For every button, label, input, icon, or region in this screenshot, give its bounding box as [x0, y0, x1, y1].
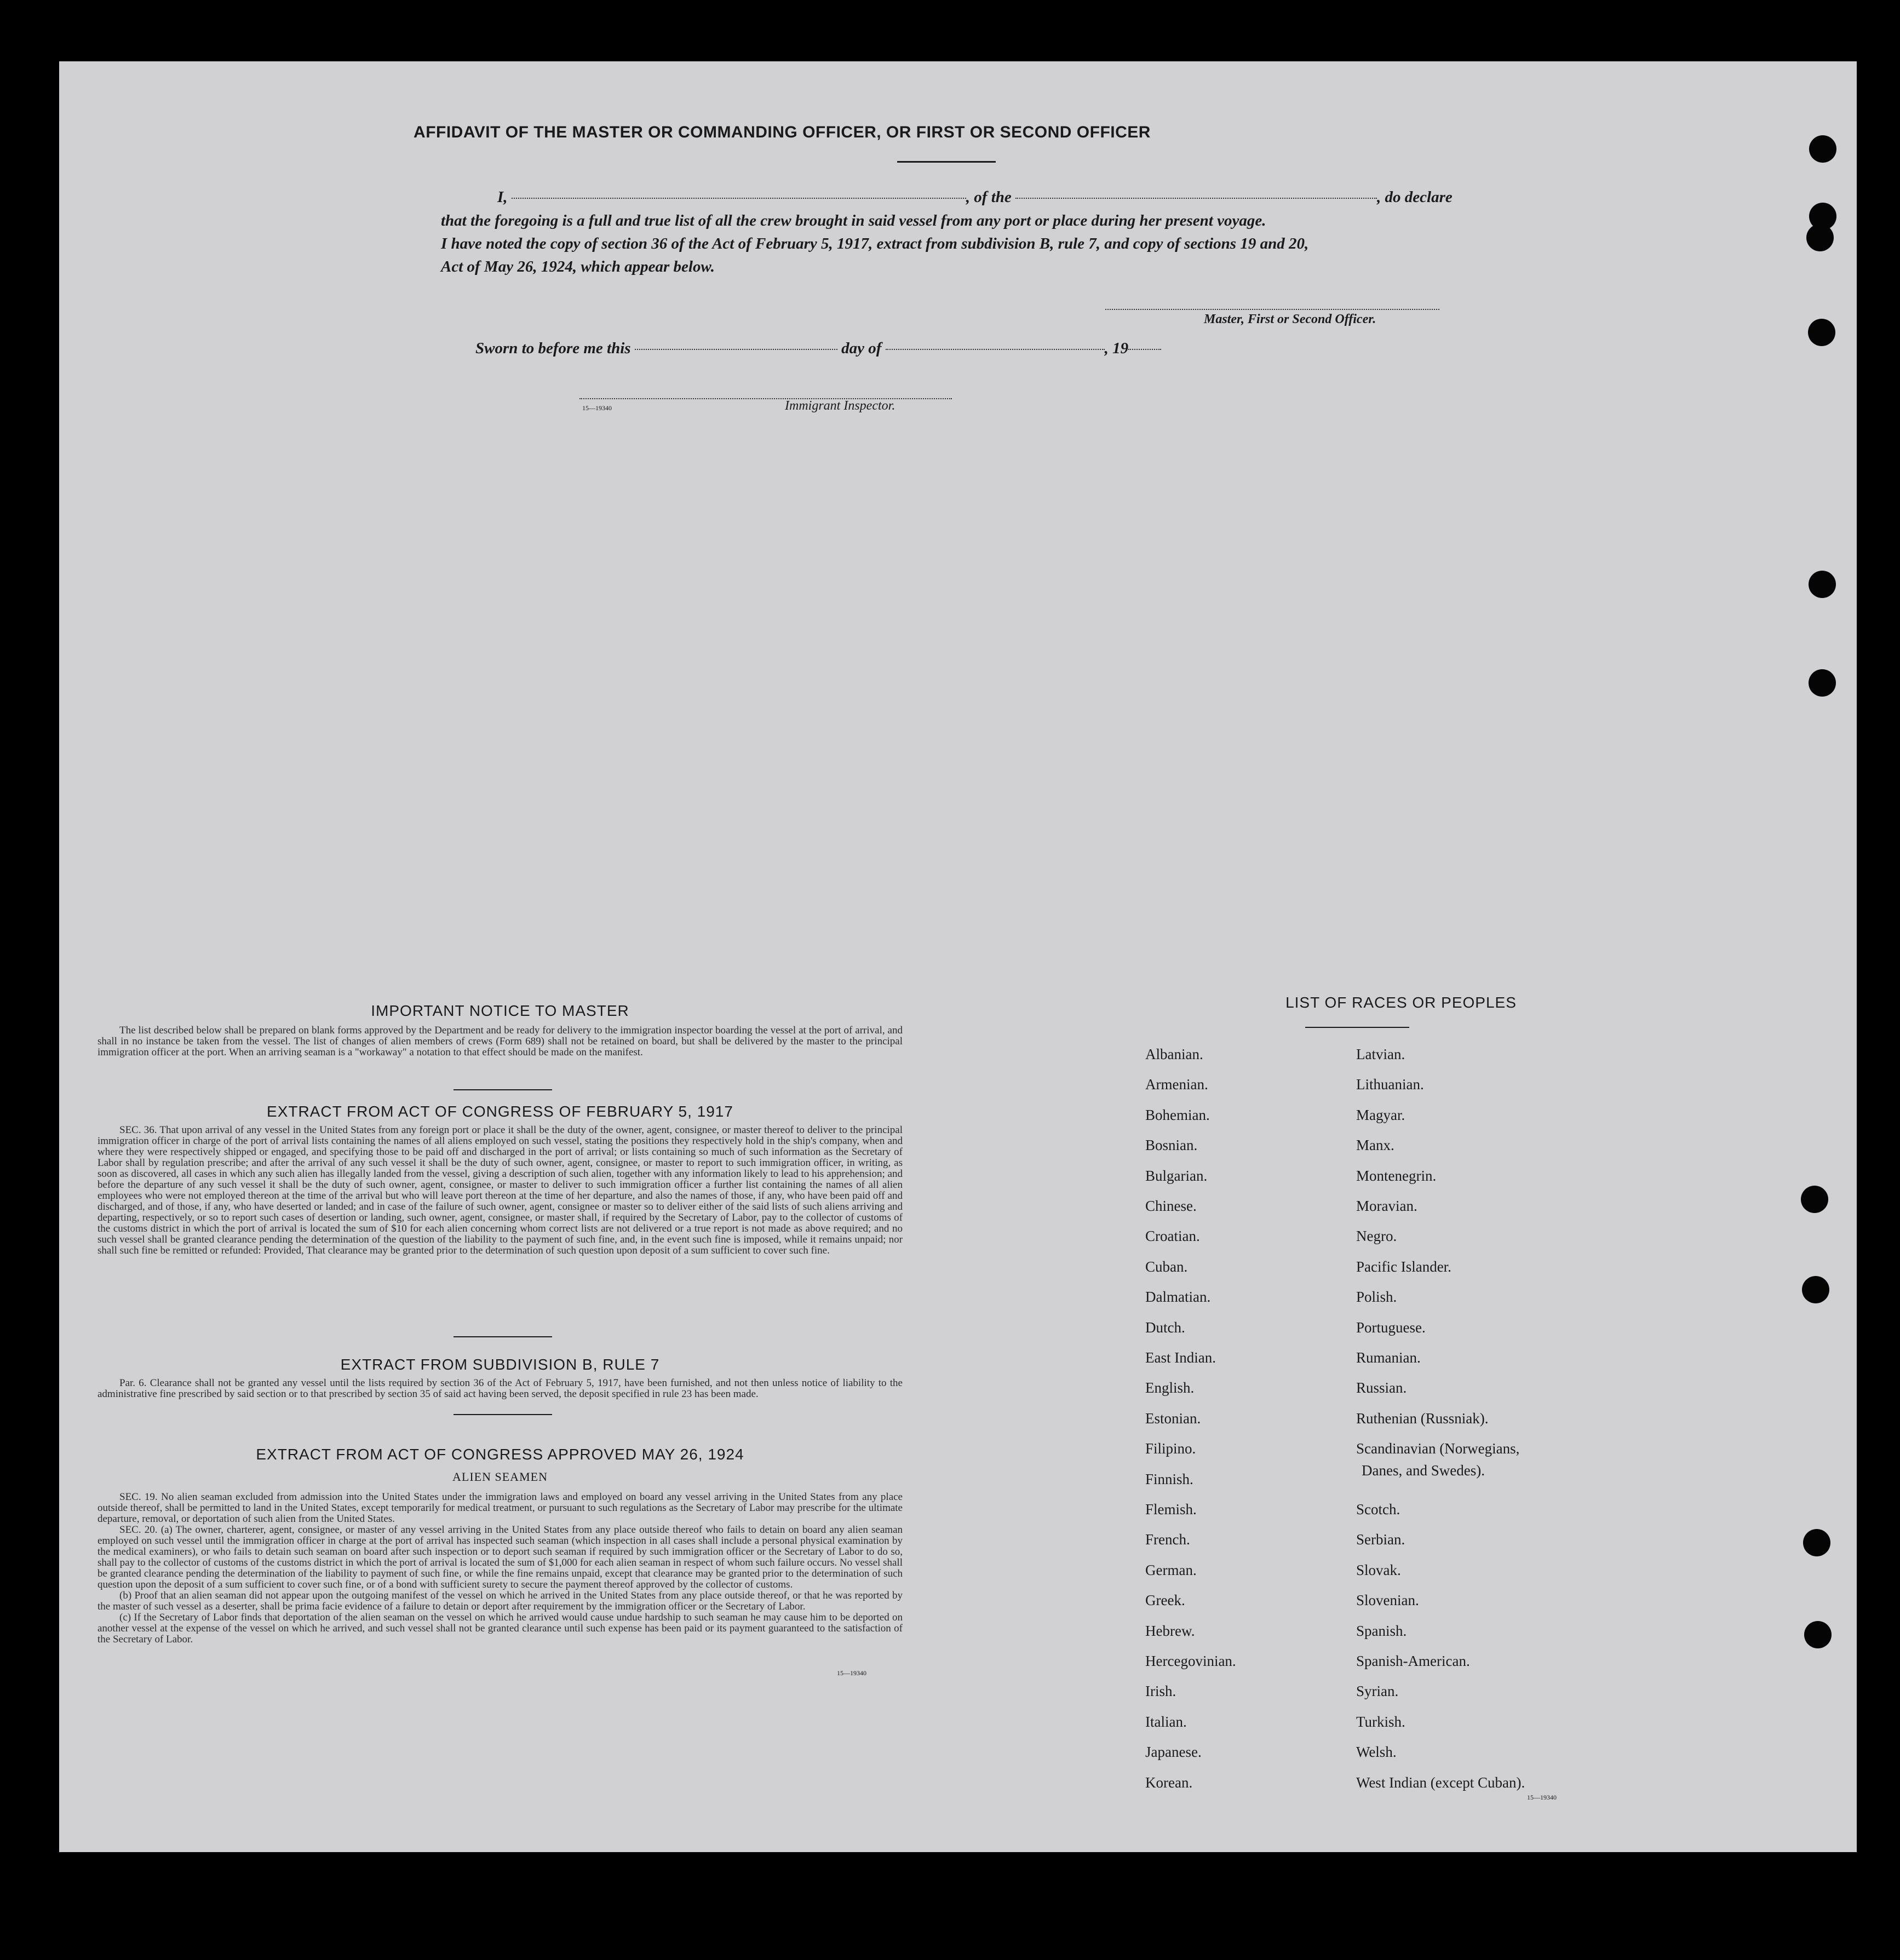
affidavit-line-1 — [497, 188, 1453, 206]
divider — [454, 1336, 552, 1337]
race-item: Slovenian. — [1356, 1592, 1419, 1609]
race-item: Polish. — [1356, 1289, 1397, 1306]
race-continuation: Danes, and Swedes). — [1362, 1462, 1485, 1479]
punch-hole — [1809, 669, 1836, 697]
extract-1924-title: EXTRACT FROM ACT OF CONGRESS APPROVED MAY 26, 1924 — [256, 1446, 744, 1463]
year-prefix: , 19 — [1104, 340, 1129, 357]
race-item: Filipino. — [1145, 1440, 1196, 1457]
section-20a-text: SEC. 20. (a) The owner, charterer, agent, consignee, or master of any vessel arriving in the United States from any place outside thereof who fails to detain on board any alien seaman employed on such vessel until the immigration officer in charge at the port of arrival has inspected such seaman (which inspection in all cases shall include a personal physical examination by the medical examiners), or who fails to detain such seaman on board after such inspection or to deport such seaman if required by such immigration officer or the Secretary of Labor to do so, shall pay to the collector of customs of the customs district in which the port of arrival is located the sum of $1,000 for each alien seaman in respect of whom such failure occurs. No vessel shall be granted clearance pending the determination of the liability to payment of such fine, or while the fine remains unpaid, except that clearance may be granted prior to the determination of such question upon the deposit of a sum sufficient to cover such fine, or of a bond with sufficient surety to secure the payment thereof approved by the collector of customs. — [97, 1524, 903, 1590]
race-item: Serbian. — [1356, 1531, 1405, 1548]
race-item: East Indian. — [1145, 1349, 1216, 1366]
race-item: Japanese. — [1145, 1744, 1202, 1761]
rule-7-title: EXTRACT FROM SUBDIVISION B, RULE 7 — [340, 1356, 660, 1373]
form-code: 15—19340 — [582, 404, 612, 412]
race-item: Croatian. — [1145, 1228, 1200, 1245]
sworn-line — [475, 340, 1161, 358]
race-item: Pacific Islander. — [1356, 1258, 1451, 1275]
punch-hole — [1809, 135, 1836, 163]
race-item: Cuban. — [1145, 1258, 1188, 1275]
race-item: German. — [1145, 1561, 1197, 1578]
do-declare-label: , do declare — [1377, 188, 1453, 206]
races-title-underline — [1305, 1027, 1409, 1028]
race-item: Magyar. — [1356, 1106, 1405, 1123]
sworn-year-blank[interactable] — [1128, 349, 1161, 350]
sworn-label: Sworn to before me this — [475, 340, 631, 357]
race-item: Scandinavian (Norwegians, — [1356, 1440, 1520, 1457]
name-blank[interactable] — [512, 198, 966, 199]
affidavit-title: AFFIDAVIT OF THE MASTER OR COMMANDING OFFICER, OR FIRST OR SECOND OFFICER — [414, 123, 1151, 141]
race-item: Spanish-American. — [1356, 1653, 1470, 1669]
notice-text: The list described below shall be prepared on blank forms approved by the Department and be ready for delivery to the immigration inspector boarding the vessel at the port of arrival, and shall in no instance be taken from the vessel. The list of changes of alien members of crews (Form 689) shall not be retained on board, but shall be delivered by the master to the principal immigration officer at the port. When an arriving seaman is a "workaway" a notation to that effect should be made on the manifest. — [97, 1025, 903, 1058]
signature-label: Master, First or Second Officer. — [1204, 312, 1376, 326]
race-item: Moravian. — [1356, 1198, 1417, 1214]
race-item: Portuguese. — [1356, 1319, 1426, 1336]
affidavit-line-2: that the foregoing is a full and true list of all the crew brought in said vessel from any port or place during her present voyage. — [441, 212, 1266, 229]
race-item: Bosnian. — [1145, 1137, 1198, 1154]
race-item: Armenian. — [1145, 1076, 1208, 1093]
race-item: English. — [1145, 1380, 1195, 1396]
race-item: French. — [1145, 1531, 1190, 1548]
punch-hole — [1809, 571, 1836, 598]
document-page — [59, 61, 1857, 1852]
day-of-label: day of — [841, 340, 882, 357]
punch-hole — [1802, 1276, 1829, 1303]
inspector-label: Immigrant Inspector. — [785, 399, 896, 413]
signature-blank[interactable] — [1105, 309, 1439, 310]
punch-hole — [1806, 224, 1834, 251]
punch-hole — [1808, 319, 1835, 346]
par-6-text: Par. 6. Clearance shall not be granted any vessel until the lists required by section 36 of the Act of February 5, 1917, have been furnished, and not then unless notice of liability to the administrative fine prescribed by said section or to that prescribed by section 35 of said act having been served, the deposit specified in rule 23 has been made. — [97, 1377, 903, 1400]
extract-1924-body — [97, 1492, 903, 1645]
race-item: Syrian. — [1356, 1683, 1399, 1700]
inspector-signature-blank[interactable] — [579, 398, 952, 399]
race-item: Hebrew. — [1145, 1622, 1195, 1639]
section-36-text: SEC. 36. That upon arrival of any vessel in the United States from any foreign port or place it shall be the duty of the owner, agent, consignee, or master thereof to deliver to the principal immigration officer in charge of the port of arrival lists containing the names of all aliens employed on such vessel, stating the positions they respectively hold in the ship's company, when and where they were respectively shipped or engaged, and specifying those to be paid off and discharged in the port of arrival; or lists containing so much of such information as the Secretary of Labor shall by regulation prescribe; and after the arrival of any such vessel it shall be the duty of such owner, agent, consignee, or master to report to such immigration officer, in writing, as soon as discovered, all cases in which any such alien has illegally landed from the vessel, giving a description of such alien, together with any information likely to lead to his apprehension; and before the departure of any such vessel it shall be the duty of such owner, agent, consignee, or master to deliver to such immigration officer a further list containing the names of all alien employees who were not employed thereon at the time of the arrival but who will leave port thereon at the time of her departure, and also the names of those, if any, who have been paid off and discharged, and of those, if any, who have deserted or landed; and in case of the failure of such owner, agent, consignee or master so to deliver either of the said lists of such aliens arriving and departing, respectively, or so to report such cases of desertion or landing, such owner, agent, consignee, or master shall, if required by the Secretary of Labor, pay to the collector of customs of the customs district in which the port of arrival is located the sum of $10 for each alien concerning whom correct lists are not delivered or a true report is not made as above required; and no such vessel shall be granted clearance pending the determination of the question of the liability to the payment of such fine, and, in the event such fine is imposed, while it remains unpaid; nor shall such fine be remitted or refunded: Provided, That clearance may be granted prior to the determination of such question upon deposit of a sum sufficient to cover such fine. — [97, 1124, 903, 1256]
race-item: Bulgarian. — [1145, 1167, 1208, 1184]
race-item: Chinese. — [1145, 1198, 1197, 1214]
races-title: LIST OF RACES OR PEOPLES — [1285, 994, 1517, 1011]
extract-1917-body — [97, 1125, 903, 1256]
section-20b-text: (b) Proof that an alien seaman did not appear upon the outgoing manifest of the vessel on which he arrived in the United States from any place outside thereof, or that he was reported by the master of such vessel as a deserter, shall be prima facie evidence of a failure to detain or deport after requirement by the immigration officer or the Secretary of Labor. — [97, 1590, 903, 1612]
race-item: Scotch. — [1356, 1501, 1400, 1518]
section-20c-text: (c) If the Secretary of Labor finds that deportation of the alien seaman on the vessel on which he arrived would cause undue hardship to such seaman he may cause him to be deported on another vessel at the expense of the vessel on which he arrived, and such vessel shall not be granted clearance until such expense has been paid or its payment guaranteed to the satisfaction of the Secretary of Labor. — [97, 1612, 903, 1645]
race-item: Irish. — [1145, 1683, 1176, 1700]
race-item: Finnish. — [1145, 1470, 1193, 1487]
race-item: Slovak. — [1356, 1561, 1401, 1578]
race-item: Negro. — [1356, 1228, 1397, 1245]
race-item: Italian. — [1145, 1713, 1187, 1730]
punch-hole — [1801, 1186, 1828, 1213]
vessel-blank[interactable] — [1015, 198, 1377, 199]
punch-hole — [1804, 1621, 1832, 1648]
race-item: Turkish. — [1356, 1713, 1405, 1730]
race-item: Manx. — [1356, 1137, 1394, 1154]
extract-1917-title: EXTRACT FROM ACT OF CONGRESS OF FEBRUARY 5, 1917 — [267, 1103, 733, 1120]
race-item: West Indian (except Cuban). — [1356, 1774, 1525, 1791]
form-code: 15—19340 — [837, 1669, 866, 1677]
race-item: Dutch. — [1145, 1319, 1185, 1336]
i-label: I, — [497, 188, 508, 206]
race-item: Greek. — [1145, 1592, 1185, 1609]
form-code: 15—19340 — [1527, 1794, 1557, 1801]
divider — [454, 1089, 552, 1090]
race-item: Rumanian. — [1356, 1349, 1421, 1366]
title-underline — [897, 161, 996, 163]
affidavit-line-4: Act of May 26, 1924, which appear below. — [441, 258, 715, 275]
affidavit-line-3: I have noted the copy of section 36 of the Act of February 5, 1917, extract from subdivision B, rule 7, and copy of sections 19 and 20, — [441, 235, 1309, 252]
race-item: Hercegovinian. — [1145, 1653, 1236, 1669]
divider — [454, 1414, 552, 1415]
section-19-text: SEC. 19. No alien seaman excluded from admission into the United States under the immigration laws and employed on board any vessel arriving in the United States from any place outside thereof, shall be permitted to land in the United States, except temporarily for medical treatment, or pursuant to such regulations as the Secretary of Labor may prescribe for the ultimate departure, removal, or deportation of such alien from the United States. — [97, 1491, 903, 1525]
race-item: Ruthenian (Russniak). — [1356, 1410, 1489, 1427]
sworn-day-blank[interactable] — [635, 349, 837, 350]
notice-body — [97, 1025, 903, 1058]
race-item: Albanian. — [1145, 1046, 1203, 1062]
race-item: Flemish. — [1145, 1501, 1197, 1518]
race-item: Korean. — [1145, 1774, 1193, 1791]
race-item: Russian. — [1356, 1380, 1407, 1396]
race-item: Spanish. — [1356, 1622, 1407, 1639]
notice-title: IMPORTANT NOTICE TO MASTER — [371, 1002, 629, 1019]
race-item: Lithuanian. — [1356, 1076, 1424, 1093]
alien-seamen-subtitle: ALIEN SEAMEN — [452, 1470, 548, 1484]
race-item: Dalmatian. — [1145, 1289, 1211, 1306]
race-item: Bohemian. — [1145, 1106, 1210, 1123]
sworn-month-blank[interactable] — [886, 349, 1105, 350]
race-item: Montenegrin. — [1356, 1167, 1437, 1184]
of-the-label: , of the — [966, 188, 1012, 206]
punch-hole — [1803, 1529, 1830, 1556]
race-item: Welsh. — [1356, 1744, 1397, 1761]
rule-7-body — [97, 1378, 903, 1400]
race-item: Estonian. — [1145, 1410, 1201, 1427]
race-item: Latvian. — [1356, 1046, 1405, 1062]
